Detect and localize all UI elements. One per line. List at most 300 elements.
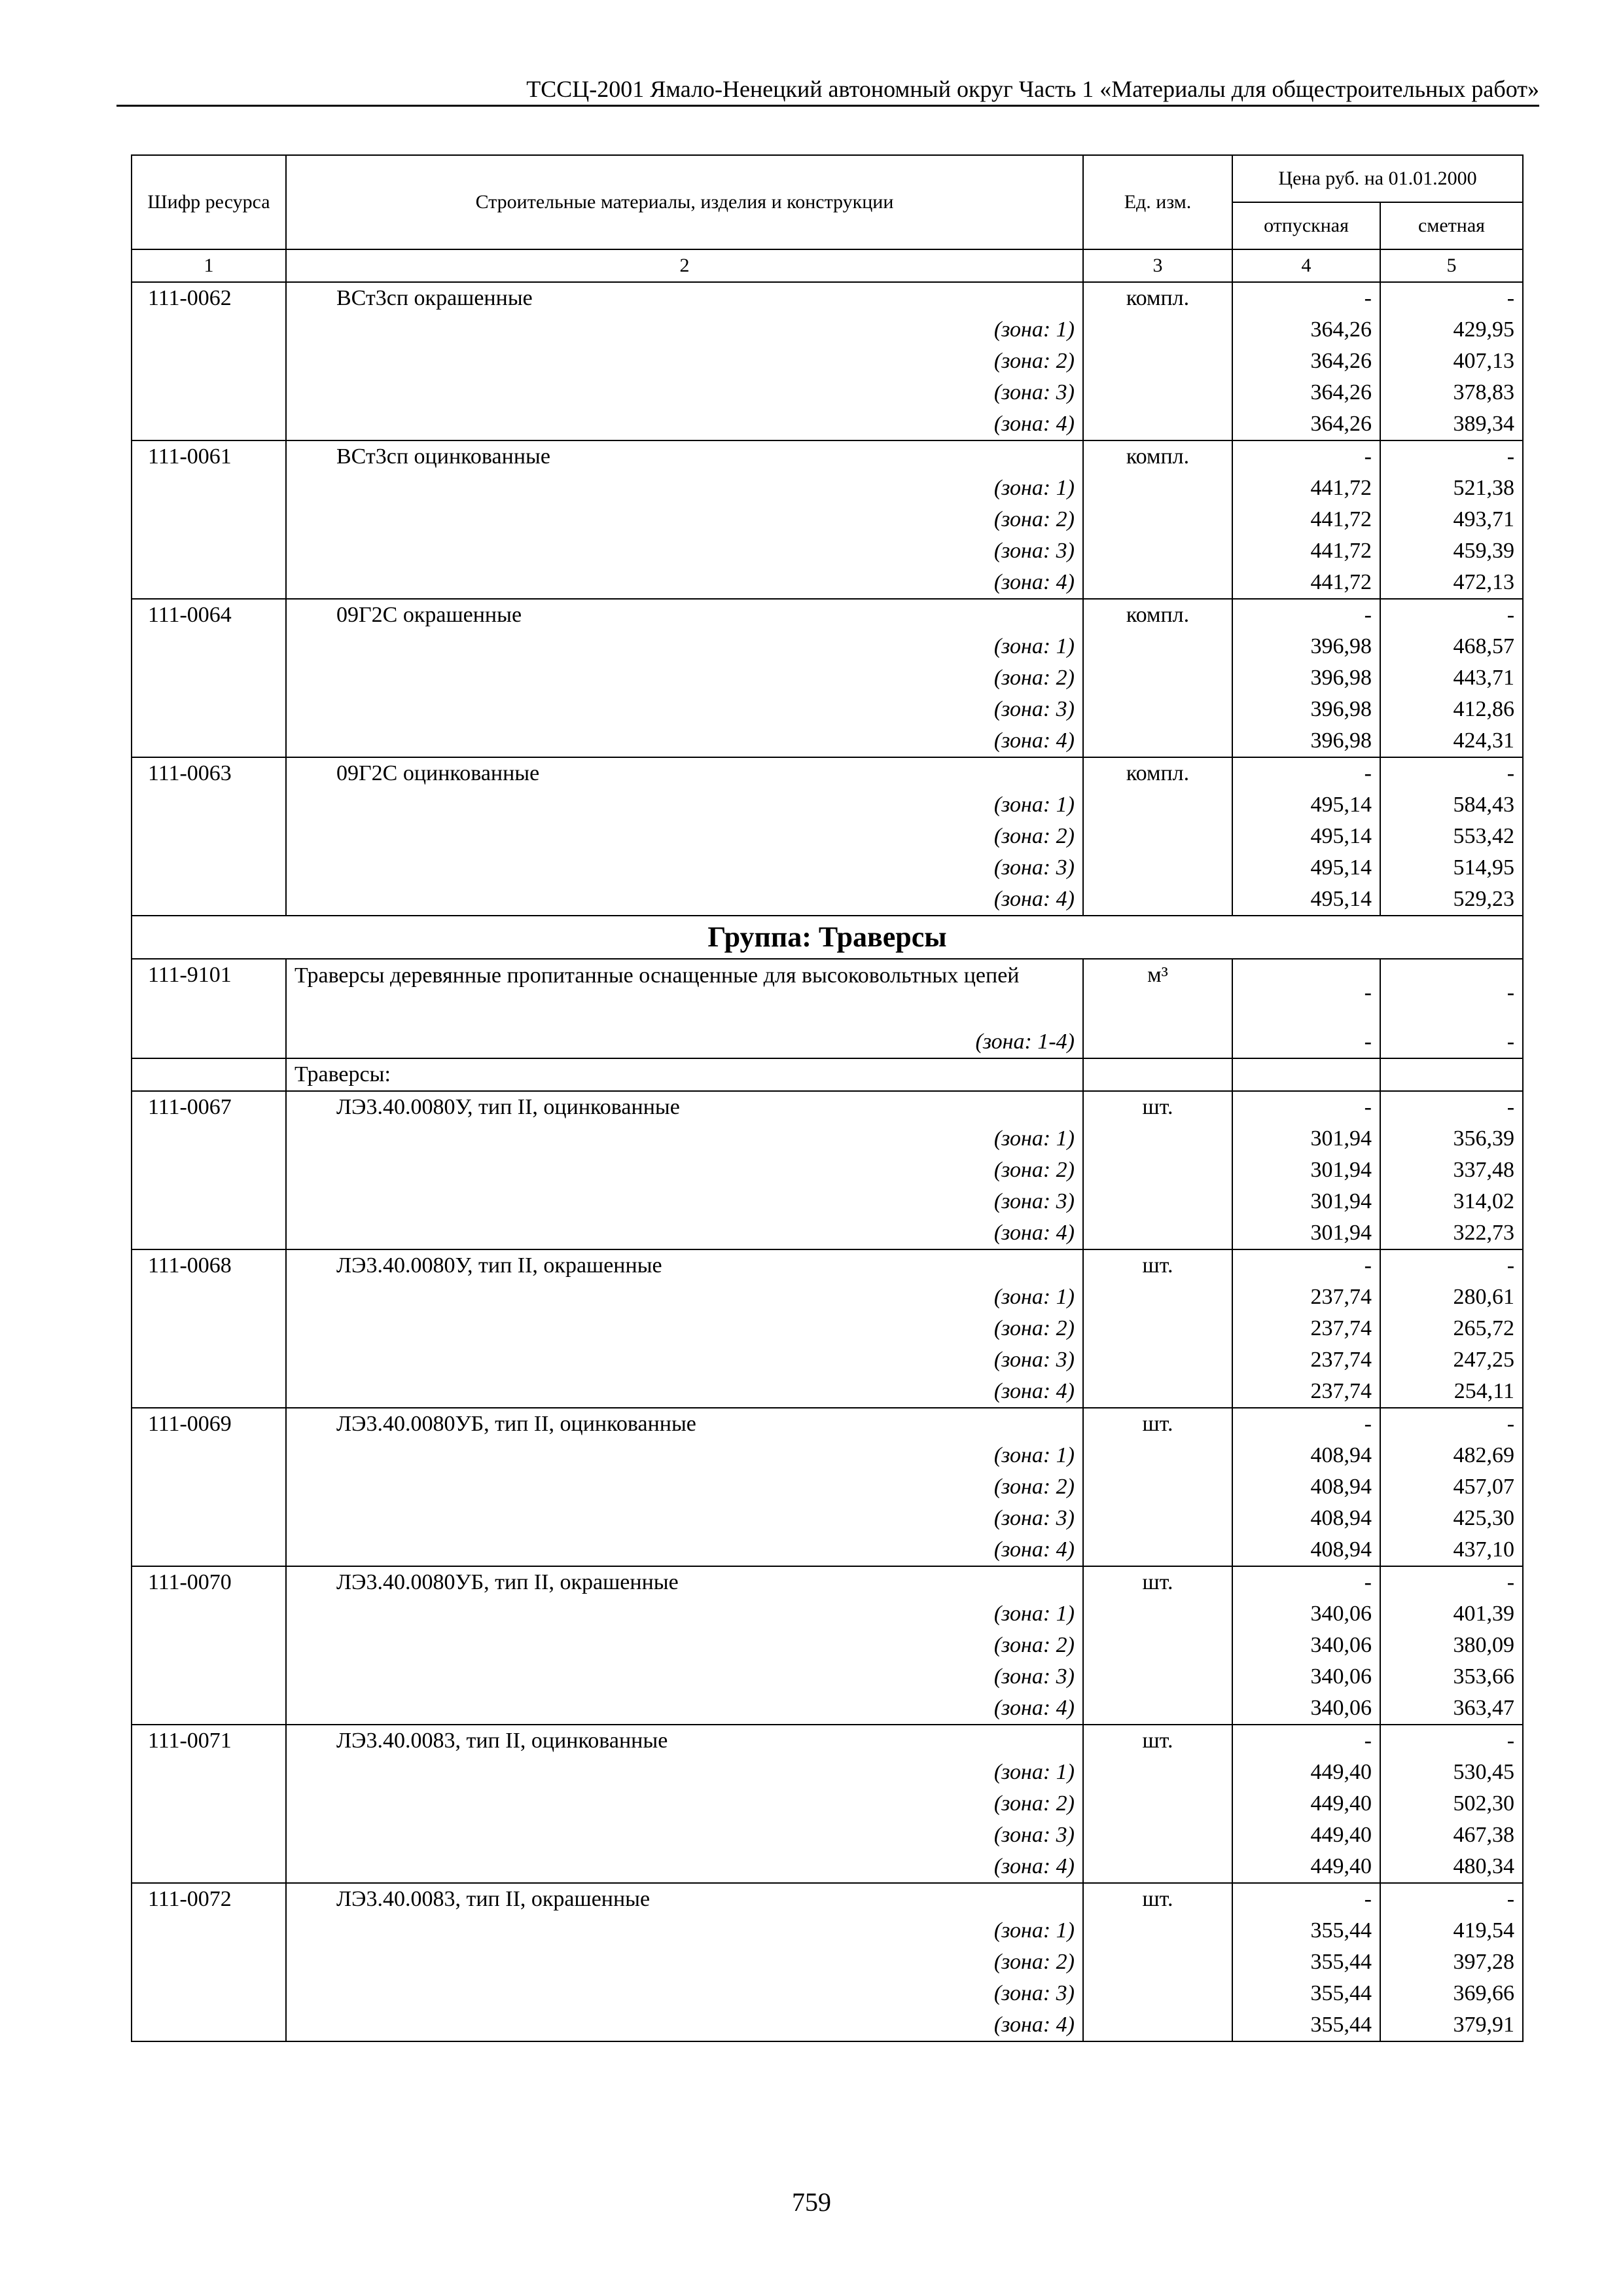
- item-code: 111-0071: [132, 1725, 286, 1757]
- zone-unit-empty: [1083, 1946, 1232, 1978]
- zone-code-empty: [132, 1820, 286, 1851]
- zone-code-empty: [132, 1661, 286, 1693]
- zone-estimate-price: 247,25: [1380, 1344, 1523, 1376]
- item-unit: [1083, 959, 1232, 1026]
- zone-unit-empty: [1083, 314, 1232, 346]
- zone-code-empty: [132, 1630, 286, 1661]
- header-release-price: отпускная: [1232, 202, 1380, 249]
- zone-label: (зона: 4): [286, 1693, 1083, 1725]
- zone-estimate-price: 467,38: [1380, 1820, 1523, 1851]
- zone-release-price: 495,14: [1232, 789, 1380, 821]
- header-estimate-price: сметная: [1380, 202, 1523, 249]
- zone-row: [132, 1471, 1523, 1503]
- zone-unit-empty: [1083, 1026, 1232, 1058]
- zone-estimate-price: 521,38: [1380, 473, 1523, 504]
- zone-code-empty: [132, 504, 286, 535]
- zone-code-empty: [132, 1217, 286, 1249]
- zone-label: (зона: 4): [286, 2009, 1083, 2041]
- zone-row: [132, 1123, 1523, 1155]
- zone-code-empty: [132, 1123, 286, 1155]
- zone-unit-empty: [1083, 1693, 1232, 1725]
- zone-label: (зона: 4): [286, 884, 1083, 916]
- release-price: -: [1232, 1566, 1380, 1598]
- zone-row: [132, 1946, 1523, 1978]
- zone-estimate-price: 407,13: [1380, 346, 1523, 377]
- zone-row: [132, 2009, 1523, 2041]
- zone-release-price: 441,72: [1232, 473, 1380, 504]
- zone-code-empty: [132, 725, 286, 757]
- zone-label: (зона: 2): [286, 504, 1083, 535]
- zone-estimate-price: 429,95: [1380, 314, 1523, 346]
- zone-release-price: 301,94: [1232, 1155, 1380, 1186]
- zone-label: (зона: 3): [286, 1661, 1083, 1693]
- zone-release-price: 441,72: [1232, 535, 1380, 567]
- zone-code-empty: [132, 535, 286, 567]
- release-price: -: [1232, 757, 1380, 789]
- item-code: 111-0068: [132, 1249, 286, 1282]
- item-row: [132, 1249, 1523, 1282]
- zone-unit-empty: [1083, 535, 1232, 567]
- zone-code-empty: [132, 1788, 286, 1820]
- zone-code-empty: [132, 662, 286, 694]
- header-price-group: Цена руб. на 01.01.2000: [1232, 155, 1523, 202]
- zone-row: [132, 1534, 1523, 1566]
- subheading-row: [132, 1058, 1523, 1091]
- item-row: [132, 1091, 1523, 1123]
- zone-release-price: 449,40: [1232, 1820, 1380, 1851]
- zone-row: [132, 1503, 1523, 1534]
- zone-label: (зона: 4): [286, 1217, 1083, 1249]
- zone-unit-empty: [1083, 884, 1232, 916]
- zone-row: [132, 1661, 1523, 1693]
- zone-release-price: 340,06: [1232, 1598, 1380, 1630]
- zone-code-empty: [132, 1440, 286, 1471]
- zone-row: [132, 662, 1523, 694]
- item-name: ВСт3сп окрашенные: [286, 282, 1083, 314]
- zone-label: (зона: 4): [286, 725, 1083, 757]
- estimate-price: -: [1380, 1566, 1523, 1598]
- price-table: [131, 154, 1524, 2042]
- header-code: Шифр ресурса: [132, 155, 286, 249]
- item-unit: шт.: [1083, 1091, 1232, 1123]
- zone-row: [132, 504, 1523, 535]
- zone-release-price: 340,06: [1232, 1693, 1380, 1725]
- release-price: -: [1232, 599, 1380, 631]
- zone-label: (зона: 1-4): [286, 1026, 1083, 1058]
- zone-release-price: 301,94: [1232, 1123, 1380, 1155]
- zone-row: [132, 725, 1523, 757]
- estimate-price: -: [1380, 1408, 1523, 1440]
- header-rule: [116, 105, 1539, 107]
- zone-release-price: 449,40: [1232, 1851, 1380, 1883]
- item-name: 09Г2С окрашенные: [286, 599, 1083, 631]
- zone-release-price: 355,44: [1232, 1978, 1380, 2009]
- zone-estimate-price: 472,13: [1380, 567, 1523, 599]
- zone-estimate-price: 397,28: [1380, 1946, 1523, 1978]
- subheading-code-empty: [132, 1058, 286, 1091]
- item-unit: компл.: [1083, 757, 1232, 789]
- zone-row: [132, 314, 1523, 346]
- zone-release-price: 449,40: [1232, 1788, 1380, 1820]
- zone-row: [132, 1915, 1523, 1946]
- zone-unit-empty: [1083, 346, 1232, 377]
- release-price: -: [1232, 959, 1380, 1026]
- zone-estimate-price: 265,72: [1380, 1313, 1523, 1344]
- zone-estimate-price: 502,30: [1380, 1788, 1523, 1820]
- zone-row: [132, 884, 1523, 916]
- zone-label: (зона: 2): [286, 662, 1083, 694]
- zone-row: [132, 789, 1523, 821]
- item-unit: шт.: [1083, 1408, 1232, 1440]
- zone-label: (зона: 2): [286, 1788, 1083, 1820]
- zone-estimate-price: 514,95: [1380, 852, 1523, 884]
- zone-release-price: 441,72: [1232, 504, 1380, 535]
- zone-row: [132, 408, 1523, 440]
- zone-estimate-price: 437,10: [1380, 1534, 1523, 1566]
- release-price: -: [1232, 1091, 1380, 1123]
- zone-release-price: 441,72: [1232, 567, 1380, 599]
- zone-label: (зона: 4): [286, 567, 1083, 599]
- zone-release-price: 364,26: [1232, 314, 1380, 346]
- zone-code-empty: [132, 1026, 286, 1058]
- zone-estimate-price: 337,48: [1380, 1155, 1523, 1186]
- zone-code-empty: [132, 1282, 286, 1313]
- item-code: 111-0069: [132, 1408, 286, 1440]
- estimate-price: -: [1380, 1091, 1523, 1123]
- zone-label: (зона: 2): [286, 1313, 1083, 1344]
- zone-estimate-price: -: [1380, 1026, 1523, 1058]
- zone-unit-empty: [1083, 1155, 1232, 1186]
- subheading-release-empty: [1232, 1058, 1380, 1091]
- zone-estimate-price: 424,31: [1380, 725, 1523, 757]
- zone-estimate-price: 322,73: [1380, 1217, 1523, 1249]
- column-number-row: [132, 249, 1523, 282]
- zone-estimate-price: 482,69: [1380, 1440, 1523, 1471]
- zone-unit-empty: [1083, 377, 1232, 408]
- zone-row: [132, 1282, 1523, 1313]
- item-name: Траверсы деревянные пропитанные оснащенные для высоковольтных цепей: [286, 959, 1083, 1026]
- zone-estimate-price: 419,54: [1380, 1915, 1523, 1946]
- zone-row: [132, 1026, 1523, 1058]
- zone-release-price: -: [1232, 1026, 1380, 1058]
- zone-code-empty: [132, 1376, 286, 1408]
- zone-row: [132, 377, 1523, 408]
- zone-unit-empty: [1083, 1344, 1232, 1376]
- zone-unit-empty: [1083, 567, 1232, 599]
- zone-release-price: 355,44: [1232, 1915, 1380, 1946]
- zone-estimate-price: 363,47: [1380, 1693, 1523, 1725]
- zone-release-price: 364,26: [1232, 377, 1380, 408]
- zone-unit-empty: [1083, 789, 1232, 821]
- zone-code-empty: [132, 1757, 286, 1788]
- zone-estimate-price: 530,45: [1380, 1757, 1523, 1788]
- item-code: 111-0061: [132, 440, 286, 473]
- zone-unit-empty: [1083, 1471, 1232, 1503]
- zone-release-price: 408,94: [1232, 1471, 1380, 1503]
- zone-code-empty: [132, 1534, 286, 1566]
- zone-row: [132, 852, 1523, 884]
- zone-label: (зона: 3): [286, 1978, 1083, 2009]
- zone-row: [132, 1186, 1523, 1217]
- zone-row: [132, 1693, 1523, 1725]
- zone-estimate-price: 443,71: [1380, 662, 1523, 694]
- zone-estimate-price: 353,66: [1380, 1661, 1523, 1693]
- zone-label: (зона: 3): [286, 1186, 1083, 1217]
- column-number: 4: [1232, 249, 1380, 282]
- zone-code-empty: [132, 1978, 286, 2009]
- zone-unit-empty: [1083, 408, 1232, 440]
- item-unit: компл.: [1083, 440, 1232, 473]
- zone-release-price: 340,06: [1232, 1630, 1380, 1661]
- zone-label: (зона: 1): [286, 1123, 1083, 1155]
- zone-row: [132, 1376, 1523, 1408]
- item-code: 111-0062: [132, 282, 286, 314]
- zone-estimate-price: 468,57: [1380, 631, 1523, 662]
- zone-code-empty: [132, 1471, 286, 1503]
- zone-unit-empty: [1083, 1757, 1232, 1788]
- zone-label: (зона: 4): [286, 1376, 1083, 1408]
- zone-code-empty: [132, 1503, 286, 1534]
- item-name: ВСт3сп оцинкованные: [286, 440, 1083, 473]
- zone-row: [132, 1344, 1523, 1376]
- release-price: -: [1232, 440, 1380, 473]
- zone-row: [132, 1598, 1523, 1630]
- zone-release-price: 449,40: [1232, 1757, 1380, 1788]
- zone-unit-empty: [1083, 1820, 1232, 1851]
- zone-row: [132, 346, 1523, 377]
- zone-code-empty: [132, 408, 286, 440]
- zone-release-price: 237,74: [1232, 1313, 1380, 1344]
- zone-release-price: 408,94: [1232, 1534, 1380, 1566]
- zone-release-price: 495,14: [1232, 884, 1380, 916]
- zone-estimate-price: 480,34: [1380, 1851, 1523, 1883]
- zone-code-empty: [132, 473, 286, 504]
- zone-release-price: 396,98: [1232, 662, 1380, 694]
- zone-release-price: 301,94: [1232, 1217, 1380, 1249]
- zone-estimate-price: 378,83: [1380, 377, 1523, 408]
- zone-estimate-price: 379,91: [1380, 2009, 1523, 2041]
- zone-estimate-price: 584,43: [1380, 789, 1523, 821]
- zone-label: (зона: 3): [286, 1503, 1083, 1534]
- zone-unit-empty: [1083, 1534, 1232, 1566]
- zone-label: (зона: 2): [286, 1155, 1083, 1186]
- zone-unit-empty: [1083, 1282, 1232, 1313]
- item-row: [132, 1566, 1523, 1598]
- zone-label: (зона: 3): [286, 852, 1083, 884]
- zone-row: [132, 535, 1523, 567]
- zone-release-price: 301,94: [1232, 1186, 1380, 1217]
- item-unit: компл.: [1083, 599, 1232, 631]
- zone-unit-empty: [1083, 1186, 1232, 1217]
- zone-label: (зона: 2): [286, 1630, 1083, 1661]
- zone-estimate-price: 493,71: [1380, 504, 1523, 535]
- zone-code-empty: [132, 1851, 286, 1883]
- zone-row: [132, 1630, 1523, 1661]
- zone-estimate-price: 380,09: [1380, 1630, 1523, 1661]
- estimate-price: -: [1380, 1249, 1523, 1282]
- zone-label: (зона: 1): [286, 1282, 1083, 1313]
- zone-unit-empty: [1083, 1915, 1232, 1946]
- zone-estimate-price: 314,02: [1380, 1186, 1523, 1217]
- release-price: -: [1232, 282, 1380, 314]
- zone-row: [132, 473, 1523, 504]
- item-name: 09Г2С оцинкованные: [286, 757, 1083, 789]
- zone-unit-empty: [1083, 1788, 1232, 1820]
- zone-unit-empty: [1083, 631, 1232, 662]
- release-price: -: [1232, 1249, 1380, 1282]
- estimate-price: -: [1380, 757, 1523, 789]
- zone-unit-empty: [1083, 1978, 1232, 2009]
- zone-label: (зона: 3): [286, 1820, 1083, 1851]
- zone-code-empty: [132, 631, 286, 662]
- item-row: [132, 440, 1523, 473]
- zone-row: [132, 821, 1523, 852]
- running-header: ТССЦ-2001 Ямало-Ненецкий автономный округ Часть 1 «Материалы для общестроительных работ»: [526, 76, 1539, 102]
- zone-row: [132, 1440, 1523, 1471]
- zone-release-price: 340,06: [1232, 1661, 1380, 1693]
- zone-release-price: 237,74: [1232, 1282, 1380, 1313]
- item-name: ЛЭ3.40.0083, тип II, окрашенные: [286, 1883, 1083, 1915]
- zone-code-empty: [132, 694, 286, 725]
- zone-release-price: 237,74: [1232, 1344, 1380, 1376]
- zone-code-empty: [132, 1946, 286, 1978]
- zone-unit-empty: [1083, 1376, 1232, 1408]
- zone-release-price: 237,74: [1232, 1376, 1380, 1408]
- release-price: -: [1232, 1883, 1380, 1915]
- item-row: [132, 599, 1523, 631]
- zone-unit-empty: [1083, 1661, 1232, 1693]
- zone-label: (зона: 2): [286, 1946, 1083, 1978]
- group-heading: Группа: Траверсы: [132, 916, 1523, 959]
- zone-release-price: 355,44: [1232, 2009, 1380, 2041]
- zone-code-empty: [132, 1344, 286, 1376]
- zone-code-empty: [132, 346, 286, 377]
- item-row: [132, 1408, 1523, 1440]
- item-code: 111-0063: [132, 757, 286, 789]
- zone-unit-empty: [1083, 1313, 1232, 1344]
- table-header: [132, 155, 1523, 249]
- zone-row: [132, 694, 1523, 725]
- zone-unit-empty: [1083, 473, 1232, 504]
- zone-label: (зона: 1): [286, 789, 1083, 821]
- item-code: 111-0072: [132, 1883, 286, 1915]
- item-unit: компл.: [1083, 282, 1232, 314]
- zone-label: (зона: 1): [286, 1915, 1083, 1946]
- column-number: 1: [132, 249, 286, 282]
- zone-label: (зона: 1): [286, 1757, 1083, 1788]
- zone-row: [132, 1155, 1523, 1186]
- zone-row: [132, 1820, 1523, 1851]
- zone-code-empty: [132, 314, 286, 346]
- header-name: Строительные материалы, изделия и конструкции: [286, 155, 1083, 249]
- zone-code-empty: [132, 1598, 286, 1630]
- zone-code-empty: [132, 1155, 286, 1186]
- zone-unit-empty: [1083, 1598, 1232, 1630]
- zone-code-empty: [132, 1693, 286, 1725]
- zone-release-price: 495,14: [1232, 852, 1380, 884]
- zone-estimate-price: 553,42: [1380, 821, 1523, 852]
- zone-unit-empty: [1083, 1851, 1232, 1883]
- zone-unit-empty: [1083, 1440, 1232, 1471]
- zone-estimate-price: 254,11: [1380, 1376, 1523, 1408]
- zone-code-empty: [132, 789, 286, 821]
- zone-row: [132, 1757, 1523, 1788]
- item-code: 111-0064: [132, 599, 286, 631]
- zone-estimate-price: 459,39: [1380, 535, 1523, 567]
- zone-code-empty: [132, 567, 286, 599]
- zone-label: (зона: 2): [286, 1471, 1083, 1503]
- zone-release-price: 364,26: [1232, 408, 1380, 440]
- item-name: ЛЭ3.40.0080УБ, тип II, оцинкованные: [286, 1408, 1083, 1440]
- zone-unit-empty: [1083, 1503, 1232, 1534]
- zone-unit-empty: [1083, 1217, 1232, 1249]
- zone-code-empty: [132, 1186, 286, 1217]
- zone-label: (зона: 1): [286, 1440, 1083, 1471]
- zone-release-price: 408,94: [1232, 1440, 1380, 1471]
- item-unit: шт.: [1083, 1883, 1232, 1915]
- zone-row: [132, 1788, 1523, 1820]
- item-unit: шт.: [1083, 1725, 1232, 1757]
- estimate-price: -: [1380, 599, 1523, 631]
- zone-code-empty: [132, 377, 286, 408]
- zone-label: (зона: 4): [286, 1851, 1083, 1883]
- zone-code-empty: [132, 852, 286, 884]
- zone-label: (зона: 1): [286, 1598, 1083, 1630]
- zone-release-price: 364,26: [1232, 346, 1380, 377]
- zone-estimate-price: 369,66: [1380, 1978, 1523, 2009]
- zone-unit-empty: [1083, 1630, 1232, 1661]
- column-number: 3: [1083, 249, 1232, 282]
- table-body: [132, 249, 1523, 2041]
- header-unit: Ед. изм.: [1083, 155, 1232, 249]
- column-number: 2: [286, 249, 1083, 282]
- item-unit: шт.: [1083, 1566, 1232, 1598]
- zone-label: (зона: 1): [286, 314, 1083, 346]
- zone-unit-empty: [1083, 504, 1232, 535]
- estimate-price: -: [1380, 440, 1523, 473]
- zone-label: (зона: 2): [286, 821, 1083, 852]
- zone-label: (зона: 1): [286, 473, 1083, 504]
- zone-release-price: 408,94: [1232, 1503, 1380, 1534]
- release-price: -: [1232, 1408, 1380, 1440]
- item-code: 111-0070: [132, 1566, 286, 1598]
- zone-row: [132, 567, 1523, 599]
- zone-unit-empty: [1083, 2009, 1232, 2041]
- estimate-price: -: [1380, 1725, 1523, 1757]
- subheading: Траверсы:: [286, 1058, 1083, 1091]
- item-unit: шт.: [1083, 1249, 1232, 1282]
- estimate-price: -: [1380, 1883, 1523, 1915]
- zone-estimate-price: 412,86: [1380, 694, 1523, 725]
- release-price: -: [1232, 1725, 1380, 1757]
- zone-label: (зона: 3): [286, 535, 1083, 567]
- zone-unit-empty: [1083, 852, 1232, 884]
- zone-row: [132, 631, 1523, 662]
- item-row: [132, 959, 1523, 1026]
- zone-estimate-price: 425,30: [1380, 1503, 1523, 1534]
- zone-estimate-price: 457,07: [1380, 1471, 1523, 1503]
- item-code: 111-9101: [132, 959, 286, 1026]
- item-code: 111-0067: [132, 1091, 286, 1123]
- zone-unit-empty: [1083, 821, 1232, 852]
- zone-release-price: 495,14: [1232, 821, 1380, 852]
- subheading-estimate-empty: [1380, 1058, 1523, 1091]
- zone-code-empty: [132, 1313, 286, 1344]
- zone-row: [132, 1978, 1523, 2009]
- zone-estimate-price: 356,39: [1380, 1123, 1523, 1155]
- zone-code-empty: [132, 821, 286, 852]
- zone-estimate-price: 401,39: [1380, 1598, 1523, 1630]
